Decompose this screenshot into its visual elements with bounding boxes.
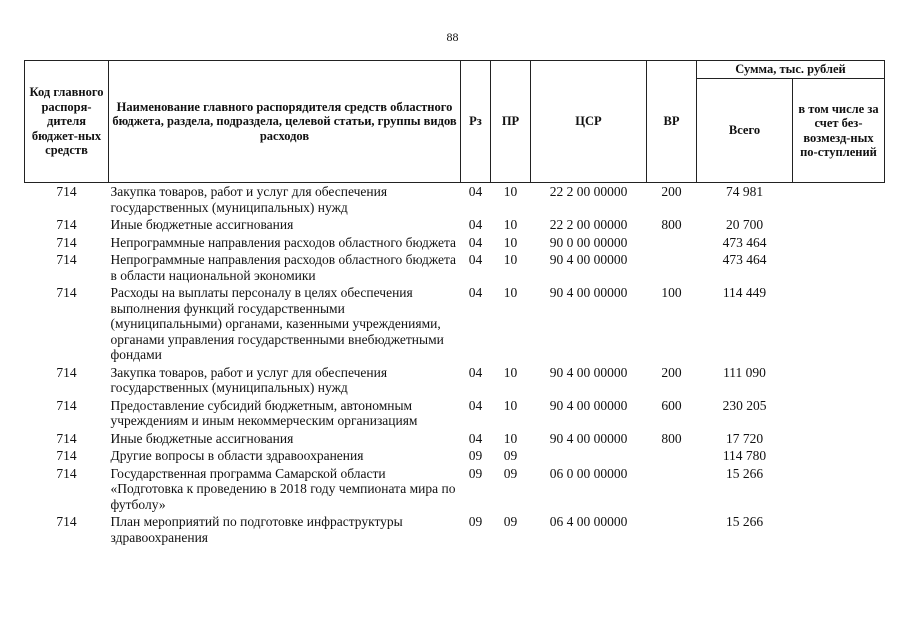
cell-pr: 10 [503, 397, 518, 413]
table-row [25, 183, 885, 218]
header-name: Наименование главного распорядителя средств областного бюджета, раздела, подраздела, целевой статьи, группы видов расходов [109, 61, 461, 183]
cell-name: Другие вопросы в области здравоохранения [110, 448, 364, 463]
cell-pr: 10 [503, 252, 518, 267]
cell-total: 111 090 [723, 364, 766, 380]
cell-code: 714 [56, 514, 77, 529]
cell-rz: 09 [468, 465, 483, 481]
cell-csr: 90 4 00 00000 [549, 364, 628, 380]
cell-total: 114 780 [722, 448, 767, 463]
cell-gratuitous [793, 217, 885, 235]
cell-pr: 09 [503, 465, 518, 481]
table-row [25, 398, 885, 431]
table-header [25, 61, 885, 183]
cell-gratuitous [793, 398, 885, 431]
cell-total: 74 981 [725, 184, 764, 199]
cell-csr: 06 4 00 00000 [549, 514, 628, 529]
header-sum: Сумма, тыс. рублей [697, 61, 885, 79]
cell-vr [647, 252, 697, 285]
cell-gratuitous [793, 285, 885, 365]
cell-gratuitous [793, 365, 885, 398]
cell-rz: 04 [468, 430, 483, 446]
cell-rz: 04 [468, 252, 483, 267]
cell-gratuitous [793, 466, 885, 515]
cell-csr [531, 448, 647, 466]
cell-pr: 09 [503, 448, 518, 463]
cell-pr: 10 [503, 430, 518, 446]
cell-code: 714 [56, 217, 77, 232]
cell-code: 714 [56, 397, 77, 413]
cell-gratuitous [793, 252, 885, 285]
cell-name: Непрограммные направления расходов областного бюджета [110, 234, 457, 250]
cell-total: 17 720 [725, 430, 764, 446]
header-vr: ВР [647, 61, 697, 183]
cell-name: План мероприятий по подготовке инфраструктуры здравоохранения [110, 514, 403, 545]
cell-name: Непрограммные направления расходов областного бюджета в области национальной экономики [110, 252, 457, 283]
cell-name: Расходы на выплаты персоналу в целях обеспечения выполнения функций государственными (муниципальными) органами, казенными учреждениями, органами управления государственными внебюджетными фондами [110, 285, 444, 362]
cell-code: 714 [56, 465, 77, 481]
cell-rz: 04 [468, 184, 483, 199]
cell-gratuitous [793, 514, 885, 547]
cell-total: 114 449 [722, 285, 767, 300]
cell-rz: 09 [468, 514, 483, 529]
table-row [25, 514, 885, 547]
cell-pr: 09 [503, 514, 518, 529]
cell-code: 714 [56, 448, 77, 463]
table-body [25, 183, 885, 548]
cell-gratuitous [793, 183, 885, 218]
cell-rz: 04 [468, 217, 483, 232]
cell-pr: 10 [503, 364, 518, 380]
cell-csr: 06 0 00 00000 [549, 465, 628, 481]
table-row [25, 365, 885, 398]
cell-rz: 09 [468, 448, 483, 463]
cell-pr: 10 [503, 234, 518, 250]
cell-csr: 90 4 00 00000 [549, 285, 628, 300]
table-row [25, 217, 885, 235]
header-gratuitous: в том числе за счет без-возмезд-ных по-ступлений [793, 79, 885, 183]
budget-table [24, 60, 885, 547]
cell-vr [647, 448, 697, 466]
cell-total: 15 266 [725, 514, 764, 529]
header-total: Всего [697, 79, 793, 183]
cell-vr: 100 [661, 285, 682, 300]
cell-vr: 600 [661, 397, 682, 413]
cell-code: 714 [56, 234, 77, 250]
table-row [25, 448, 885, 466]
cell-total: 230 205 [722, 397, 767, 413]
cell-total: 473 464 [722, 234, 767, 250]
cell-csr: 90 0 00 00000 [549, 234, 628, 250]
cell-pr: 10 [503, 217, 518, 232]
table-row [25, 285, 885, 365]
cell-code: 714 [56, 364, 77, 380]
cell-gratuitous [793, 431, 885, 449]
cell-name: Государственная программа Самарской области «Подготовка к проведению в 2018 году чемпионата мира по футболу» [110, 465, 456, 512]
page-number: 88 [446, 30, 459, 44]
table-row [25, 252, 885, 285]
cell-name: Предоставление субсидий бюджетным, автономным учреждениям и иным некоммерческим организациям [110, 397, 418, 428]
cell-gratuitous [793, 448, 885, 466]
cell-csr: 90 4 00 00000 [549, 430, 628, 446]
cell-vr: 800 [661, 430, 682, 446]
cell-vr: 800 [661, 217, 682, 232]
header-pr: ПР [491, 61, 531, 183]
cell-rz: 04 [468, 285, 483, 300]
cell-gratuitous [793, 235, 885, 253]
table-row [25, 431, 885, 449]
cell-total: 20 700 [725, 217, 764, 232]
header-csr: ЦСР [531, 61, 647, 183]
cell-rz: 04 [468, 234, 483, 250]
cell-code: 714 [56, 252, 77, 267]
cell-pr: 10 [503, 285, 518, 300]
header-rz: Рз [461, 61, 491, 183]
cell-name: Иные бюджетные ассигнования [110, 430, 294, 446]
cell-pr: 10 [503, 184, 518, 199]
cell-name: Закупка товаров, работ и услуг для обеспечения государственных (муниципальных) нужд [110, 184, 388, 215]
cell-total: 15 266 [725, 465, 764, 481]
cell-code: 714 [56, 430, 77, 446]
header-code: Код главного распоря-дителя бюджет-ных средств [25, 61, 109, 183]
table-row [25, 235, 885, 253]
cell-name: Иные бюджетные ассигнования [110, 217, 294, 232]
cell-total: 473 464 [722, 252, 767, 267]
cell-csr: 90 4 00 00000 [549, 397, 628, 413]
cell-csr: 22 2 00 00000 [549, 184, 628, 199]
cell-rz: 04 [468, 397, 483, 413]
cell-code: 714 [56, 184, 77, 199]
cell-vr [647, 466, 697, 515]
cell-csr: 22 2 00 00000 [549, 217, 628, 232]
cell-vr: 200 [661, 364, 682, 380]
cell-rz: 04 [468, 364, 483, 380]
cell-code: 714 [56, 285, 77, 300]
cell-vr [647, 235, 697, 253]
table-row [25, 466, 885, 515]
cell-vr [647, 514, 697, 547]
cell-name: Закупка товаров, работ и услуг для обеспечения государственных (муниципальных) нужд [110, 364, 388, 395]
cell-vr: 200 [661, 184, 682, 199]
cell-csr: 90 4 00 00000 [549, 252, 628, 267]
